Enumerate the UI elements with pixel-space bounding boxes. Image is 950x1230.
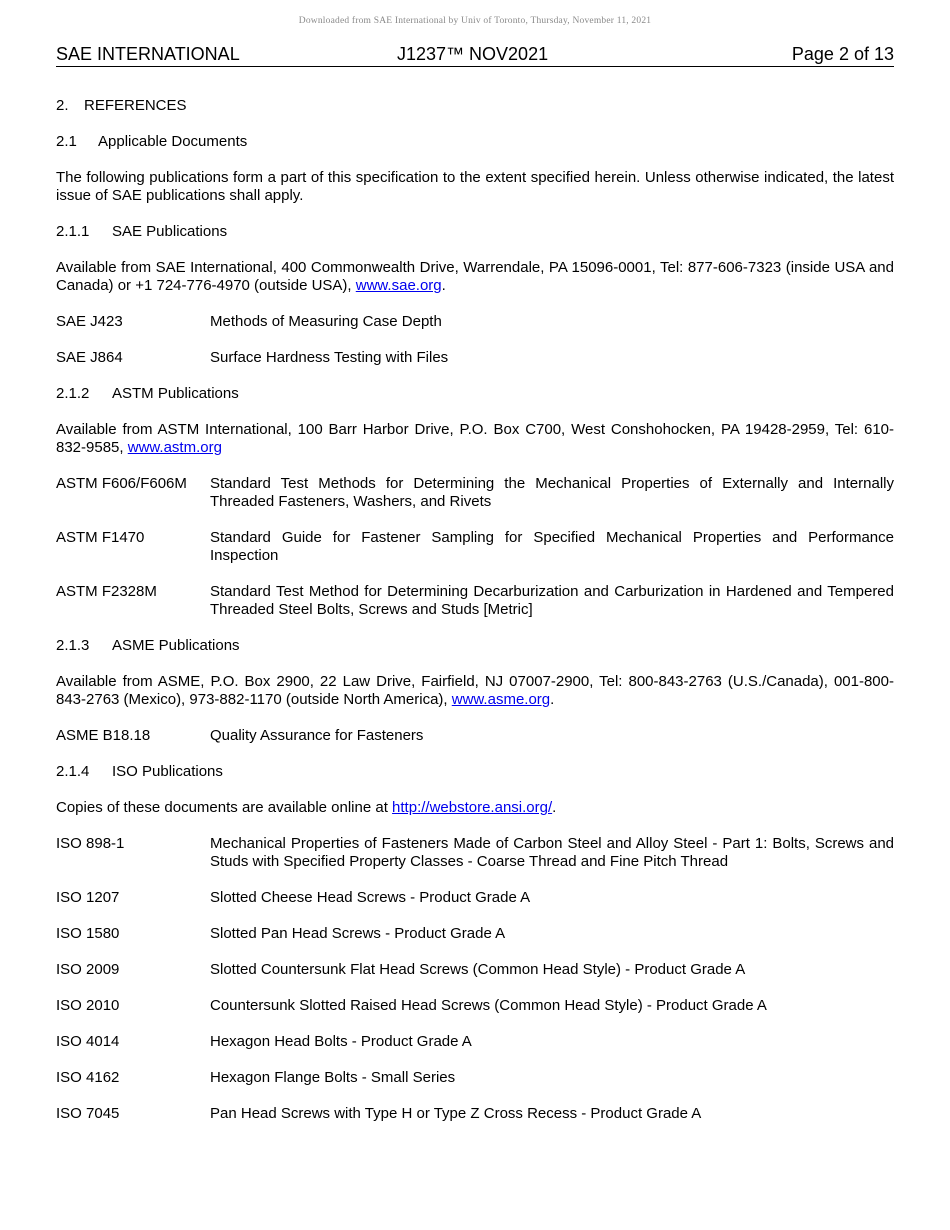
- heading-title: ASME Publications: [112, 637, 240, 654]
- availability-text: Available from SAE International, 400 Commonwealth Drive, Warrendale, PA 15096-0001, Tel: 877-606-7323 (inside USA and Canada) or +1 724-776-4970 (outside USA),: [56, 259, 894, 294]
- section-number: 2.: [56, 97, 69, 114]
- reference-code: ISO 898-1: [56, 835, 125, 852]
- reference-title: Methods of Measuring Case Depth: [210, 313, 442, 330]
- reference-code: ASME B18.18: [56, 727, 151, 744]
- reference-title: Standard Test Method for Determining Decarburization and Carburization in Hardened and Tempered Threaded Steel Bolts, Screws and Studs [Metric]: [210, 583, 894, 618]
- reference-code: ISO 1207: [56, 889, 120, 906]
- header-page-number: Page 2 of 13: [791, 44, 894, 64]
- iso-publications-section: [56, 763, 894, 1123]
- reference-title: Slotted Countersunk Flat Head Screws (Common Head Style) - Product Grade A: [210, 961, 746, 978]
- asme-heading: [56, 637, 894, 655]
- reference-title: Pan Head Screws with Type H or Type Z Cross Recess - Product Grade A: [210, 1105, 702, 1122]
- reference-code: ISO 1580: [56, 925, 120, 942]
- reference-code: ISO 4014: [56, 1033, 120, 1050]
- reference-title: Quality Assurance for Fasteners: [210, 727, 424, 744]
- heading-number: 2.1.1: [56, 223, 90, 240]
- astm-website-link[interactable]: www.astm.org: [127, 439, 222, 456]
- reference-title: Countersunk Slotted Raised Head Screws (Common Head Style) - Product Grade A: [210, 997, 767, 1014]
- asme-availability: [56, 673, 894, 709]
- availability-tail: .: [552, 799, 557, 816]
- heading-title: ASTM Publications: [112, 385, 239, 402]
- reference-code: ISO 2010: [56, 997, 120, 1014]
- heading-number: 2.1.3: [56, 637, 90, 654]
- reference-code: ISO 7045: [56, 1105, 120, 1122]
- availability-tail: .: [550, 691, 555, 708]
- astm-publications-section: [56, 385, 894, 619]
- reference-title: Slotted Pan Head Screws - Product Grade A: [210, 925, 506, 942]
- page-header: [56, 44, 894, 67]
- reference-entry: [56, 1033, 894, 1051]
- availability-text: Copies of these documents are available online at: [56, 799, 393, 816]
- reference-entry: [56, 727, 894, 745]
- reference-entry: [56, 835, 894, 871]
- availability-text: Available from ASTM International, 100 Barr Harbor Drive, P.O. Box C700, West Conshohocken, PA 19428-2959, Tel: 610-832-9585,: [56, 421, 894, 456]
- document-body: [56, 97, 894, 1141]
- reference-title: Standard Test Methods for Determining the Mechanical Properties of Externally and Internally Threaded Fasteners, Washers, and Rivets: [210, 475, 894, 510]
- subsection-number: 2.1: [56, 133, 77, 150]
- header-org: SAE INTERNATIONAL: [56, 44, 240, 64]
- reference-title: Standard Guide for Fastener Sampling for Specified Mechanical Properties and Performance Inspection: [210, 529, 894, 564]
- section-heading-references: [56, 97, 894, 115]
- reference-entry: [56, 925, 894, 943]
- reference-entry: [56, 313, 894, 331]
- asme-website-link[interactable]: www.asme.org: [451, 691, 551, 708]
- iso-heading: [56, 763, 894, 781]
- reference-code: ASTM F606/F606M: [56, 475, 187, 492]
- heading-title: SAE Publications: [112, 223, 228, 240]
- reference-entry: [56, 1069, 894, 1087]
- asme-publications-section: [56, 637, 894, 745]
- subsection-heading-applicable-documents: [56, 133, 894, 151]
- section-title: REFERENCES: [84, 97, 187, 114]
- reference-entry: [56, 961, 894, 979]
- reference-entry: [56, 475, 894, 511]
- iso-availability: [56, 799, 894, 817]
- download-watermark: Downloaded from SAE International by Univ of Toronto, Thursday, November 11, 2021: [298, 16, 652, 26]
- heading-title: ISO Publications: [112, 763, 223, 780]
- sae-heading: [56, 223, 894, 241]
- sae-website-link[interactable]: www.sae.org: [355, 277, 442, 294]
- sae-availability: [56, 259, 894, 295]
- reference-entry: [56, 583, 894, 619]
- reference-title: Hexagon Flange Bolts - Small Series: [210, 1069, 456, 1086]
- iso-website-link[interactable]: http://webstore.ansi.org/: [392, 799, 553, 816]
- reference-entry: [56, 997, 894, 1015]
- reference-title: Surface Hardness Testing with Files: [210, 349, 449, 366]
- reference-code: SAE J864: [56, 349, 123, 366]
- subsection-title: Applicable Documents: [98, 133, 248, 150]
- reference-code: SAE J423: [56, 313, 123, 330]
- availability-tail: .: [441, 277, 446, 294]
- reference-entry: [56, 529, 894, 565]
- reference-code: ISO 2009: [56, 961, 120, 978]
- reference-code: ASTM F1470: [56, 529, 145, 546]
- astm-availability: [56, 421, 894, 457]
- reference-code: ISO 4162: [56, 1069, 120, 1086]
- reference-title: Mechanical Properties of Fasteners Made of Carbon Steel and Alloy Steel - Part 1: Bolts, Screws and Studs with Specified Property Classes - Coarse Thread and Fine Pitch Thread: [210, 835, 894, 870]
- reference-title: Hexagon Head Bolts - Product Grade A: [210, 1033, 472, 1050]
- header-doc-id: J1237™ NOV2021: [397, 44, 549, 64]
- heading-number: 2.1.2: [56, 385, 90, 402]
- reference-title: Slotted Cheese Head Screws - Product Grade A: [210, 889, 531, 906]
- astm-heading: [56, 385, 894, 403]
- heading-number: 2.1.4: [56, 763, 90, 780]
- reference-entry: [56, 349, 894, 367]
- reference-entry: [56, 1105, 894, 1123]
- sae-publications-section: [56, 223, 894, 367]
- intro-paragraph: The following publications form a part of this specification to the extent specified herein. Unless otherwise indicated, the latest issue of SAE publications shall apply.: [56, 169, 894, 204]
- reference-code: ASTM F2328M: [56, 583, 157, 600]
- reference-entry: [56, 889, 894, 907]
- availability-text: Available from ASME, P.O. Box 2900, 22 Law Drive, Fairfield, NJ 07007-2900, Tel: 800-843-2763 (U.S./Canada), 001-800-843-2763 (Mexico), 973-882-1170 (outside North America),: [56, 673, 894, 708]
